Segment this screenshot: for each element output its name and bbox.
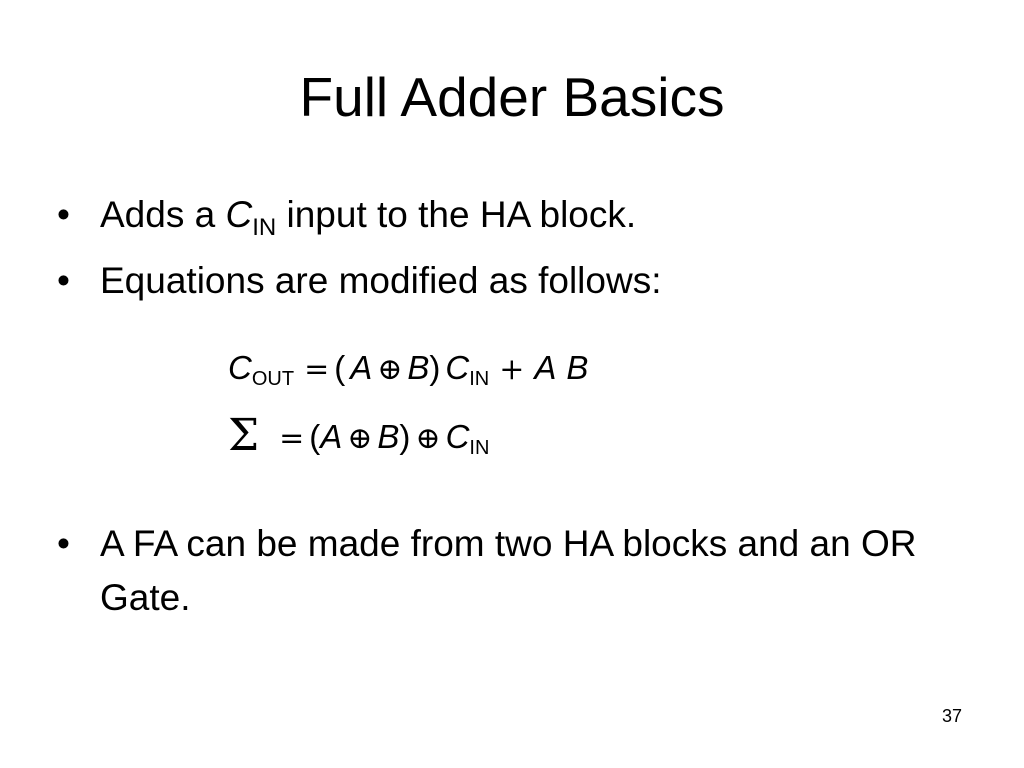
b-var: B	[377, 418, 400, 455]
sum-equation	[228, 410, 490, 462]
cin-var: C	[445, 418, 470, 455]
a-var: A	[320, 418, 343, 455]
slide-title: Full Adder Basics	[299, 66, 725, 128]
bullet-text-pre: Adds a	[100, 194, 226, 235]
equals-sign: =	[304, 352, 330, 387]
cout-var: C	[228, 349, 252, 386]
xor-operator: ⊕	[347, 421, 373, 456]
page-number: 37	[941, 706, 962, 726]
left-paren: (	[309, 418, 321, 455]
bullet-marker: •	[57, 194, 70, 235]
bullet-marker: •	[57, 260, 70, 301]
c-variable: C	[225, 194, 253, 235]
xor-operator: ⊕	[377, 352, 403, 387]
in-subscript: IN	[252, 214, 277, 241]
cin-subscript: IN	[469, 368, 490, 390]
cin-subscript: IN	[469, 437, 490, 459]
b-var: B	[566, 349, 589, 386]
left-paren: (	[334, 349, 346, 386]
plus-operator: +	[499, 352, 525, 387]
b-var: B	[407, 349, 430, 386]
bullet-text: A FA can be made from two HA blocks and an OR Gate.	[100, 523, 917, 618]
a-var: A	[350, 349, 373, 386]
bullet-text: Equations are modified as follows:	[100, 260, 662, 301]
cout-equation	[228, 348, 588, 393]
bullet-text	[100, 188, 636, 247]
cin-var: C	[445, 349, 470, 386]
cout-subscript: OUT	[251, 368, 295, 390]
sigma-symbol: Σ	[228, 410, 260, 461]
xor-operator: ⊕	[415, 421, 441, 456]
a-var: A	[534, 349, 557, 386]
bullet-text-post: input to the HA block.	[276, 194, 637, 235]
right-paren: )	[429, 349, 441, 386]
bullet-marker: •	[57, 523, 70, 564]
equals-sign: =	[279, 421, 305, 456]
right-paren: )	[399, 418, 411, 455]
